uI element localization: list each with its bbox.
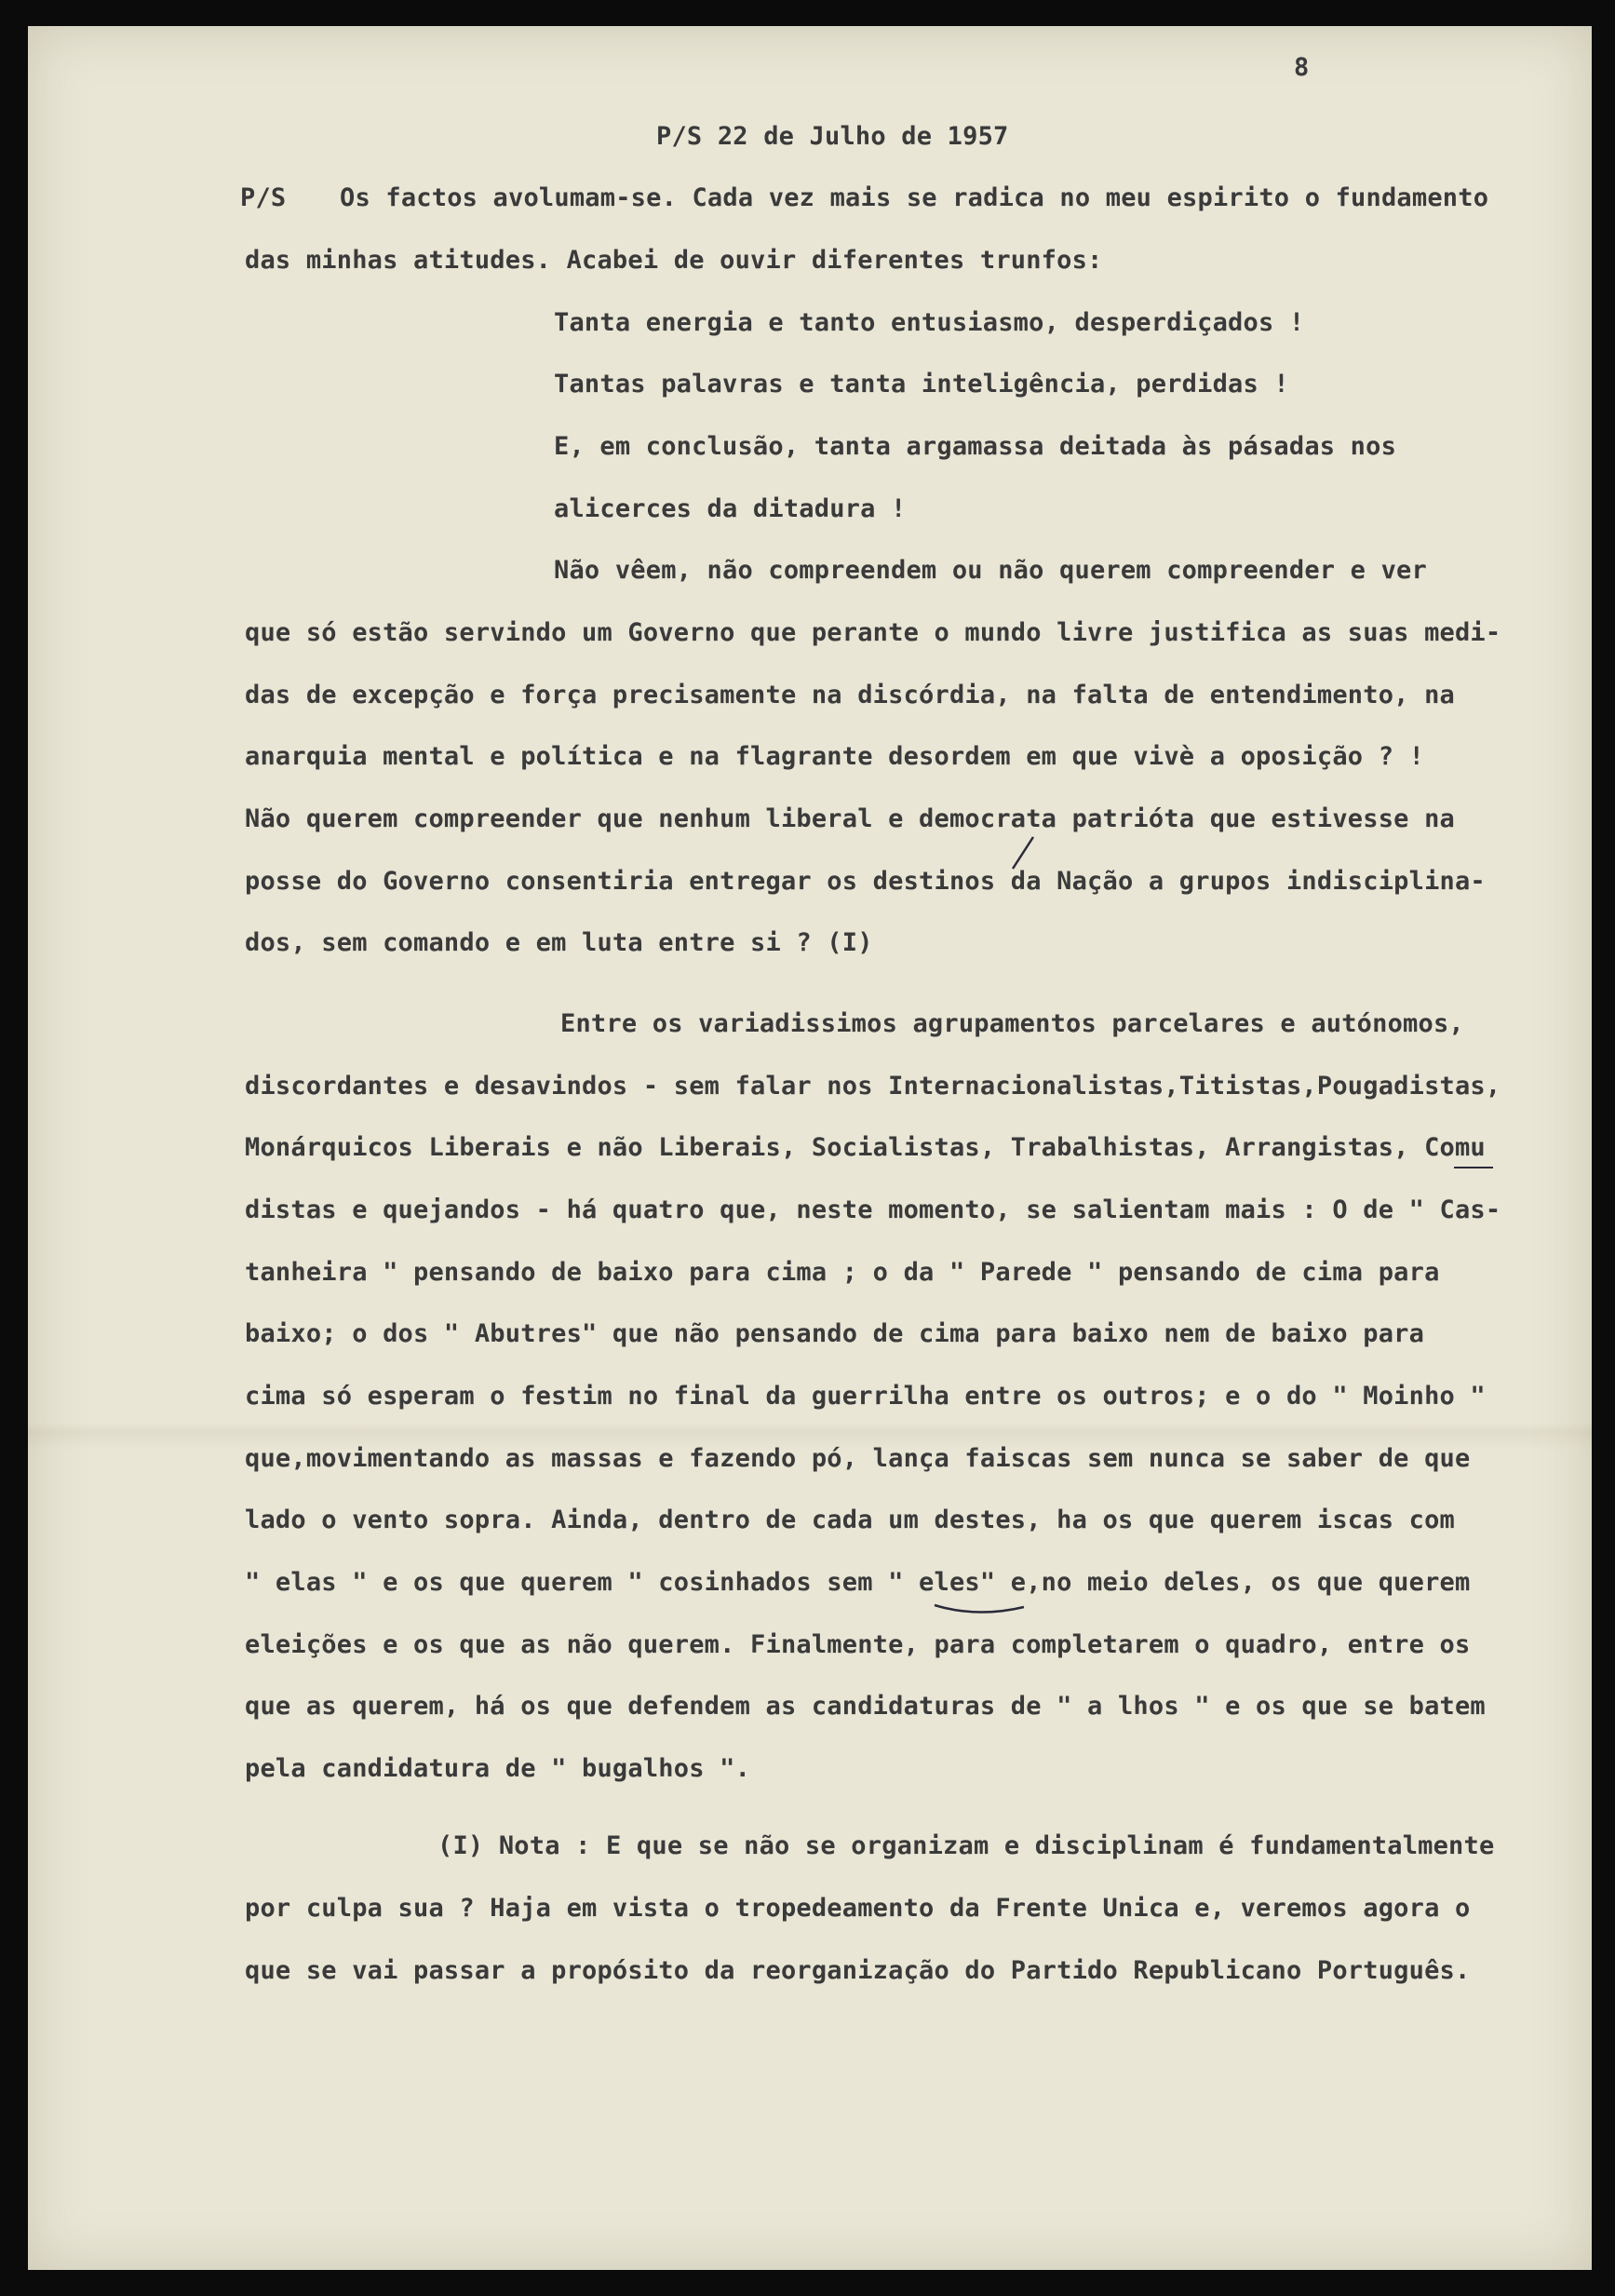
text-line: das minhas atitudes. Acabei de ouvir diferentes trunfos: <box>245 246 1103 275</box>
text-line: Não vêem, não compreendem ou não querem compreender e ver <box>554 556 1427 585</box>
text-line: discordantes e desavindos - sem falar nos Internacionalistas,Titistas,Pougadistas, <box>245 1072 1501 1101</box>
page-number: 8 <box>1294 53 1310 82</box>
text-line: Não querem compreender que nenhum liberal e democrata patrióta que estivesse na <box>245 804 1455 833</box>
text-line: tanheira " pensando de baixo para cima ; o da " Parede " pensando de cima para <box>245 1258 1440 1287</box>
text-line: eleições e os que as não querem. Finalmente, para completarem o quadro, entre os <box>245 1630 1471 1659</box>
pen-underline-mark <box>1452 1158 1499 1177</box>
text-line: " elas " e os que querem " cosinhados sem " eles" e,no meio deles, os que querem <box>245 1568 1471 1597</box>
footnote-line: que se vai passar a propósito da reorganização do Partido Republicano Português. <box>245 1956 1471 1985</box>
footnote-line: (I) Nota : E que se não se organizam e disciplinam é fundamentalmente <box>437 1831 1495 1860</box>
text-line: dos, sem comando e em luta entre si ? (I) <box>245 928 873 957</box>
footnote-line: por culpa sua ? Haja em vista o tropedeamento da Frente Unica e, veremos agora o <box>245 1894 1471 1923</box>
text-line: posse do Governo consentiria entregar os destinos da Nação a grupos indisciplina- <box>245 867 1486 896</box>
text-line: distas e quejandos - há quatro que, neste momento, se salientam mais : O de " Cas- <box>245 1195 1501 1224</box>
pen-underline-mark <box>931 1594 1033 1622</box>
text-line: alicerces da ditadura ! <box>554 494 907 523</box>
text-line: que só estão servindo um Governo que perante o mundo livre justifica as suas medi- <box>245 618 1501 647</box>
page-heading: P/S 22 de Julho de 1957 <box>656 122 1009 151</box>
section-label: P/S <box>240 183 287 212</box>
text-line: anarquia mental e política e na flagrante desordem em que vivè a oposição ? ! <box>245 742 1425 771</box>
text-line: pela candidatura de " bugalhos ". <box>245 1754 751 1783</box>
text-line: Os factos avolumam-se. Cada vez mais se radica no meu espirito o fundamento <box>340 183 1489 212</box>
text-line: das de excepção e força precisamente na discórdia, na falta de entendimento, na <box>245 681 1455 709</box>
text-line: lado o vento sopra. Ainda, dentro de cada um destes, ha os que querem iscas com <box>245 1506 1455 1534</box>
text-line: que,movimentando as massas e fazendo pó, lança faiscas sem nunca se saber de que <box>245 1444 1471 1473</box>
text-line: que as querem, há os que defendem as candidaturas de " a lhos " e os que se batem <box>245 1692 1486 1721</box>
text-line: Monárquicos Liberais e não Liberais, Socialistas, Trabalhistas, Arrangistas, Comu <box>245 1133 1486 1162</box>
text-line: Entre os variadissimos agrupamentos parcelares e autónomos, <box>560 1009 1464 1038</box>
text-line: Tantas palavras e tanta inteligência, perdidas ! <box>554 370 1289 398</box>
pen-correction-mark <box>1005 833 1043 875</box>
text-line: Tanta energia e tanto entusiasmo, desperdiçados ! <box>554 308 1305 337</box>
text-line: baixo; o dos " Abutres" que não pensando de cima para baixo nem de baixo para <box>245 1319 1425 1348</box>
text-line: E, em conclusão, tanta argamassa deitada às pásadas nos <box>554 432 1397 461</box>
text-line: cima só esperam o festim no final da guerrilha entre os outros; e o do " Moinho " <box>245 1382 1486 1411</box>
